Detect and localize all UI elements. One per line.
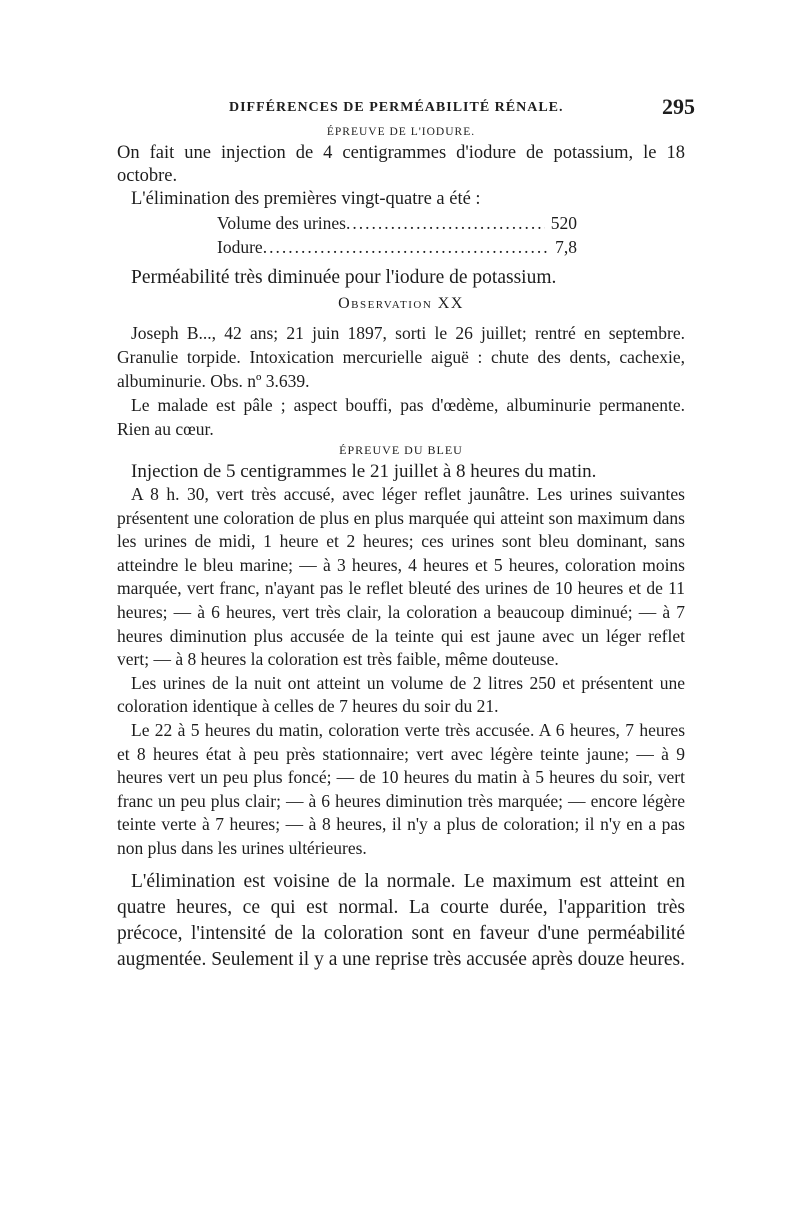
iodide-row-volume — [117, 211, 577, 235]
iodide-paragraph-elimination: L'élimination des premières vingt-quatre a été : — [131, 189, 481, 209]
observation-heading: Observation XX — [338, 295, 464, 312]
iodide-test-heading: ÉPREUVE DE L'IODURE. — [326, 126, 476, 138]
iodide-paragraph-injection: On fait une injection de 4 centigrammes d'iodure de potassium, le 18 octobre. — [117, 143, 685, 186]
row-value: 520 — [550, 213, 577, 233]
blue-test-heading: ÉPREUVE DU BLEU — [339, 443, 463, 457]
row-label: Iodure — [217, 237, 263, 257]
iodide-row-iodure — [117, 235, 577, 259]
book-page — [117, 92, 695, 973]
running-head — [117, 92, 695, 119]
page-number: 295 — [662, 94, 695, 119]
dot-leader — [263, 235, 549, 259]
blue-paragraph-day-one: A 8 h. 30, vert très accusé, avec léger reflet jaunâtre. Les urines suivantes présentent une coloration de plus en plus marquée qui atteint son maximum dans les urines de midi, 1 heure et 2 heures; ces urines sont bleu dominant, sans atteindre le bleu marine; — à 3 heures, 4 heures et 5 heures, coloration moins marquée, vert franc, n'ayant pas le reflet bleuté des urines de 10 heures et de 11 heures; — à 6 heures, vert très clair, la coloration a beaucoup diminué; — à 7 heures diminution plus accusée de la teinte qui est jaune avec un léger reflet vert; — à 8 heures la coloration est très faible, même douteuse. — [117, 484, 685, 670]
observation-paragraph-patient: Joseph B..., 42 ans; 21 juin 1897, sorti le 26 juillet; rentré en septembre. Granulie torpide. Intoxication mercurielle aiguë : chute des dents, cachexie, albuminurie. Obs. nº 3.639. — [117, 323, 685, 391]
blue-paragraph-night: Les urines de la nuit ont atteint un volume de 2 litres 250 et présentent une coloration identique à celles de 7 heures du soir du 21. — [117, 672, 685, 717]
observation-paragraph-condition: Le malade est pâle ; aspect bouffi, pas d'œdème, albuminurie permanente. Rien au cœur. — [117, 395, 685, 439]
dot-leader — [346, 211, 545, 235]
iodide-result: Perméabilité très diminuée pour l'iodure de potassium. — [131, 267, 557, 288]
blue-paragraph-injection: Injection de 5 centigrammes le 21 juillet à 8 heures du matin. — [131, 461, 597, 482]
running-title: DIFFÉRENCES DE PERMÉABILITÉ RÉNALE. — [229, 100, 564, 115]
row-value: 7,8 — [555, 237, 577, 257]
row-label: Volume des urines — [217, 213, 346, 233]
conclusion-paragraph: L'élimination est voisine de la normale. Le maximum est atteint en quatre heures, ce qui est normal. La courte durée, l'apparition très précoce, l'intensité de la coloration sont en faveur d'une perméabilité augmentée. Seulement il y a une reprise très accusée après douze heures. — [117, 870, 685, 970]
blue-paragraph-day-two: Le 22 à 5 heures du matin, coloration verte très accusée. A 6 heures, 7 heures et 8 heures état à peu près stationnaire; vert avec légère teinte jaune; — à 9 heures vert un peu plus foncé; — de 10 heures du matin à 5 heures du soir, vert franc un peu plus clair; — à 6 heures diminution très marquée; — encore légère teinte verte à 7 heures; — à 8 heures, il n'y a plus de coloration; il n'y en a pas non plus dans les urines ultérieures. — [117, 719, 685, 858]
